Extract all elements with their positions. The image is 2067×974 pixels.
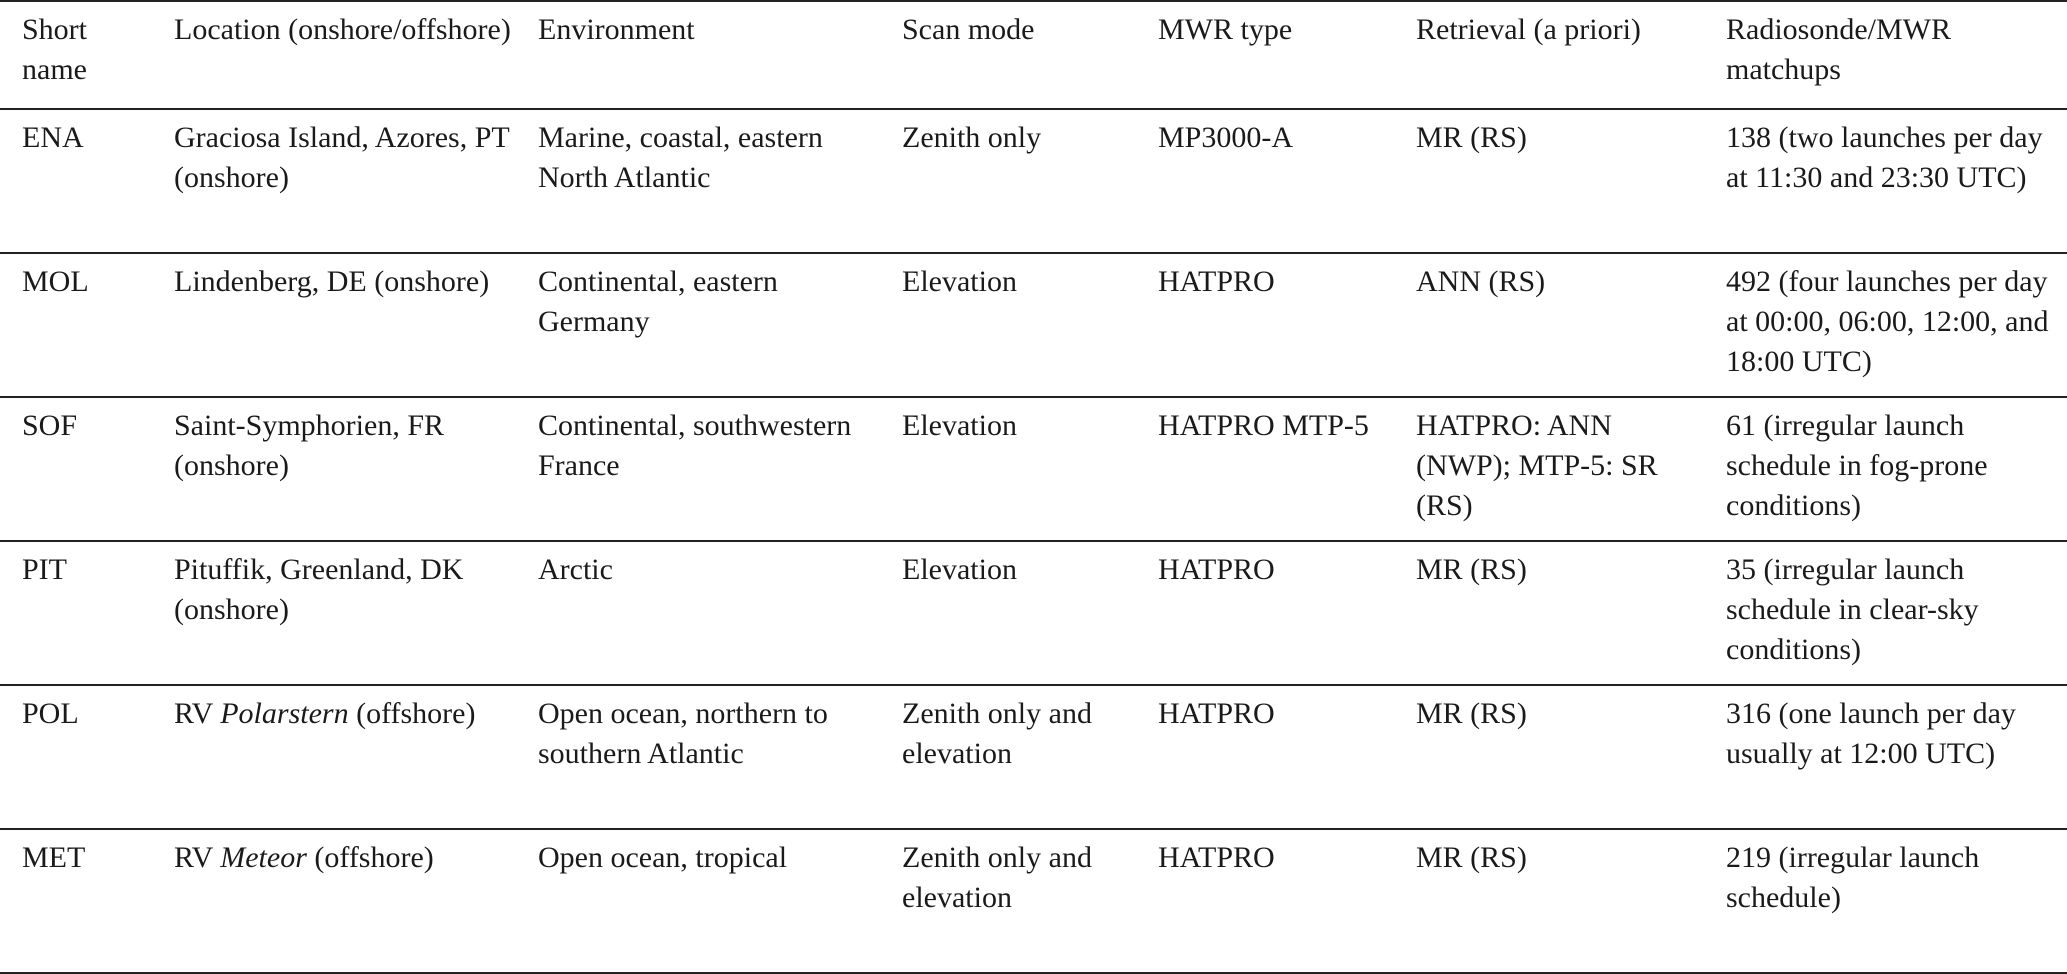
cell-mwr-type: HATPRO [1158,265,1275,298]
cell-mwr-type: MP3000-A [1158,121,1294,154]
cell-location: Saint-Symphorien, FR (onshore) [174,409,445,482]
cell-location [152,829,516,973]
location-prefix: RV [174,841,221,874]
table-row [0,109,2067,253]
cell-retrieval: MR (RS) [1416,697,1527,730]
cell-short-name: POL [22,697,79,730]
location-suffix: (offshore) [306,841,434,874]
cell-mwr-type: HATPRO [1158,553,1275,586]
cell-matchups: 35 (irregular launch schedule in clear-sky conditions) [1726,553,1979,666]
cell-mwr-type: HATPRO MTP-5 [1158,409,1369,442]
table-row [0,397,2067,541]
cell-matchups: 316 (one launch per day usually at 12:00 UTC) [1726,697,2016,770]
cell-scan-mode: Zenith only and elevation [902,841,1092,914]
header-short-name: Short name [22,13,88,86]
table-row [0,685,2067,829]
cell-scan-mode: Elevation [902,409,1017,442]
cell-scan-mode: Elevation [902,265,1017,298]
header-environment: Environment [538,13,695,46]
cell-short-name: ENA [22,121,84,154]
header-row [0,1,2067,109]
table-row [0,253,2067,397]
cell-scan-mode: Zenith only [902,121,1042,154]
cell-short-name: SOF [22,409,78,442]
cell-retrieval: HATPRO: ANN (NWP); MTP-5: SR (RS) [1416,409,1658,522]
ship-name: Polarstern [220,697,349,730]
cell-short-name: PIT [22,553,67,586]
cell-environment: Open ocean, tropical [538,841,788,874]
cell-location: Lindenberg, DE (onshore) [174,265,490,298]
cell-matchups: 61 (irregular launch schedule in fog-prone conditions) [1726,409,1988,522]
cell-retrieval: MR (RS) [1416,841,1527,874]
cell-short-name: MOL [22,265,89,298]
header-retrieval: Retrieval (a priori) [1416,13,1641,46]
cell-short-name: MET [22,841,86,874]
cell-retrieval: ANN (RS) [1416,265,1546,298]
cell-retrieval: MR (RS) [1416,553,1527,586]
cell-environment: Arctic [538,553,613,586]
header-mwr-type: MWR type [1158,13,1293,46]
cell-location: Pituffik, Greenland, DK (onshore) [174,553,464,626]
cell-environment: Open ocean, northern to southern Atlantic [538,697,828,770]
table-row [0,541,2067,685]
table-body [0,109,2067,973]
cell-location [152,685,516,829]
header-scan-mode: Scan mode [902,13,1035,46]
cell-matchups: 138 (two launches per day at 11:30 and 23:30 UTC) [1726,121,2043,194]
header-location: Location (onshore/offshore) [174,13,511,46]
table-row [0,829,2067,973]
cell-location: Graciosa Island, Azores, PT (onshore) [174,121,510,194]
header-matchups: Radiosonde/MWR matchups [1726,13,1951,86]
cell-mwr-type: HATPRO [1158,841,1275,874]
table-header [0,1,2067,109]
location-suffix: (offshore) [348,697,476,730]
cell-environment: Continental, eastern Germany [538,265,778,338]
cell-environment: Continental, southwestern France [538,409,852,482]
cell-matchups: 219 (irregular launch schedule) [1726,841,1980,914]
cell-scan-mode: Elevation [902,553,1017,586]
cell-mwr-type: HATPRO [1158,697,1275,730]
cell-matchups: 492 (four launches per day at 00:00, 06:00, 12:00, and 18:00 UTC) [1726,265,2049,378]
cell-environment: Marine, coastal, eastern North Atlantic [538,121,823,194]
cell-scan-mode: Zenith only and elevation [902,697,1092,770]
cell-retrieval: MR (RS) [1416,121,1527,154]
location-prefix: RV [174,697,221,730]
ship-name: Meteor [220,841,307,874]
